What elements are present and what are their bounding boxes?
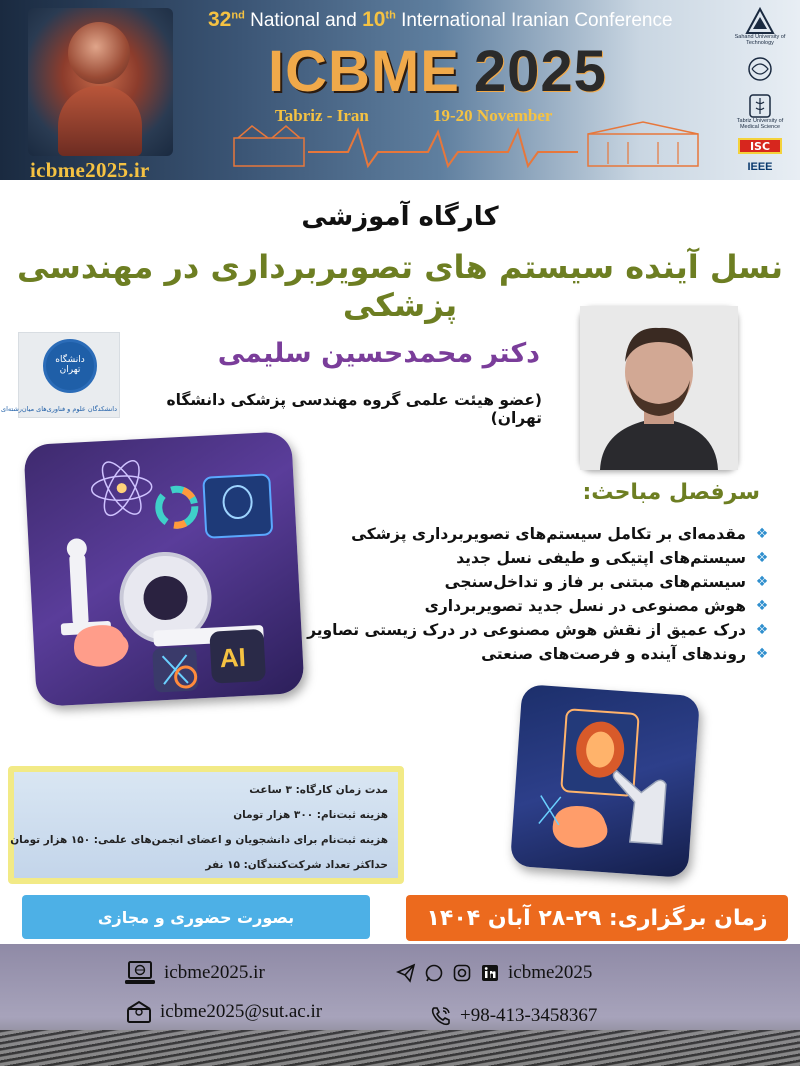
diamond-bullet-icon: ❖ bbox=[755, 526, 769, 542]
info-student-fee: هزینه ثبت‌نام برای دانشجویان و اعضای انجمن‌های علمی: ۱۵۰ هزار تومان bbox=[10, 834, 388, 846]
linkedin-icon bbox=[480, 963, 500, 983]
ordinal-32-suffix: nd bbox=[231, 9, 245, 22]
medical-imaging-illustration bbox=[23, 431, 304, 707]
robot-hand-scene bbox=[510, 684, 700, 878]
society-logo bbox=[734, 53, 786, 85]
presenter-role: (عضو هیئت علمی گروه مهندسی پزشکی دانشگاه تهران) bbox=[166, 391, 542, 427]
topic-text: سیستم‌های اپتیکی و طیفی نسل جدید bbox=[456, 549, 746, 567]
topic-text: درک عمیق از نقش هوش مصنوعی در درک زیستی تصاویر bbox=[307, 621, 746, 639]
topics-heading: سرفصل مباحث: bbox=[582, 480, 760, 505]
conference-acronym: ICBME bbox=[268, 39, 460, 104]
contact-social[interactable] bbox=[396, 962, 592, 984]
subtitle-part-1: National and bbox=[244, 10, 363, 31]
contact-email[interactable] bbox=[126, 1000, 322, 1024]
ai-robot-illustration bbox=[510, 684, 700, 878]
ieee-logo-text: IEEE bbox=[747, 161, 773, 174]
ai-badge-text: AI bbox=[218, 641, 247, 674]
banner-website[interactable]: icbme2025.ir bbox=[30, 158, 150, 182]
contact-website[interactable] bbox=[124, 960, 265, 986]
conference-year: 2025 bbox=[473, 39, 607, 104]
ieee-logo bbox=[734, 158, 786, 176]
list-item bbox=[270, 570, 770, 594]
contact-phone[interactable] bbox=[430, 1005, 597, 1027]
university-seal-text: دانشگاه تهران bbox=[55, 355, 85, 375]
university-seal bbox=[43, 339, 97, 393]
ordinal-10: 10 bbox=[362, 8, 386, 31]
conference-dates: 19-20 November bbox=[433, 106, 553, 125]
presenter-photo bbox=[580, 306, 738, 470]
laptop-icon bbox=[124, 960, 156, 986]
conference-place: Tabriz - Iran bbox=[275, 106, 369, 125]
conference-title bbox=[268, 38, 607, 105]
diamond-bullet-icon: ❖ bbox=[755, 550, 769, 566]
tbzmed-emblem-icon bbox=[748, 93, 772, 119]
list-item bbox=[270, 522, 770, 546]
ecg-skyline-graphic bbox=[228, 120, 708, 170]
diamond-bullet-icon: ❖ bbox=[755, 622, 769, 638]
subtitle-part-2: International Iranian Conference bbox=[395, 10, 673, 31]
ordinal-32: 32 bbox=[208, 8, 232, 31]
info-fee: هزینه ثبت‌نام: ۳۰۰ هزار تومان bbox=[233, 809, 388, 821]
topic-text: هوش مصنوعی در نسل جدید تصویربرداری bbox=[424, 597, 746, 615]
workshop-info-box bbox=[8, 766, 404, 884]
info-capacity: حداکثر تعداد شرکت‌کنندگان: ۱۵ نفر bbox=[205, 859, 388, 871]
whatsapp-icon bbox=[424, 963, 444, 983]
topic-text: سیستم‌های مبتنی بر فاز و تداخل‌سنجی bbox=[444, 573, 746, 591]
list-item bbox=[270, 546, 770, 570]
university-caption: دانشکدگان علوم و فناوری‌های میان‌رشته‌ای bbox=[0, 405, 117, 413]
social-handle[interactable]: icbme2025 bbox=[508, 962, 593, 983]
sut-logo-text: Sahand University of Technology bbox=[734, 34, 786, 46]
tbzmed-logo-text: Tabriz University of Medical Science bbox=[736, 118, 784, 130]
footer-wave-pattern bbox=[0, 1030, 800, 1066]
conference-subtitle bbox=[208, 8, 708, 32]
conference-banner bbox=[0, 0, 800, 180]
anatomy-illustration bbox=[28, 8, 173, 156]
workshop-label: کارگاه آموزشی bbox=[301, 202, 499, 232]
diamond-bullet-icon: ❖ bbox=[755, 646, 769, 662]
presenter-portrait-illustration bbox=[580, 306, 738, 470]
telegram-icon bbox=[396, 963, 416, 983]
isc-logo: ISC bbox=[738, 138, 782, 154]
list-item bbox=[270, 594, 770, 618]
workshop-date-badge: زمان برگزاری: ۲۹-۲۸ آبان ۱۴۰۴ bbox=[406, 895, 788, 941]
topics-list bbox=[270, 522, 770, 666]
email-icon bbox=[126, 1000, 152, 1024]
partner-logos bbox=[728, 4, 792, 176]
imaging-lab-scene bbox=[23, 431, 304, 707]
university-of-tehran-logo bbox=[0, 332, 120, 418]
tbzmed-logo bbox=[734, 89, 786, 134]
workshop-title: نسل آینده سیستم های تصویربرداری در مهندسی پزشکی bbox=[17, 248, 783, 324]
sut-logo bbox=[734, 4, 786, 49]
topic-text: روندهای آینده و فرصت‌های صنعتی bbox=[481, 645, 746, 663]
phone-number[interactable]: +98-413-3458367 bbox=[460, 1005, 598, 1026]
email-address[interactable]: icbme2025@sut.ac.ir bbox=[160, 1001, 323, 1022]
attendance-mode-badge: بصورت حضوری و مجازی bbox=[22, 895, 370, 939]
diamond-bullet-icon: ❖ bbox=[755, 598, 769, 614]
presenter-name: دکتر محمدحسین سلیمی bbox=[217, 338, 540, 369]
website-link[interactable]: icbme2025.ir bbox=[164, 962, 265, 983]
sut-emblem-icon bbox=[745, 7, 775, 35]
society-emblem-icon bbox=[740, 55, 780, 83]
ordinal-10-suffix: th bbox=[385, 9, 396, 22]
phone-icon bbox=[430, 1005, 452, 1027]
list-item bbox=[270, 618, 770, 642]
info-duration: مدت زمان کارگاه: ۳ ساعت bbox=[249, 784, 388, 796]
instagram-icon bbox=[452, 963, 472, 983]
diamond-bullet-icon: ❖ bbox=[755, 574, 769, 590]
list-item bbox=[270, 642, 770, 666]
topic-text: مقدمه‌ای بر تکامل سیستم‌های تصویربرداری پزشکی bbox=[351, 525, 746, 543]
